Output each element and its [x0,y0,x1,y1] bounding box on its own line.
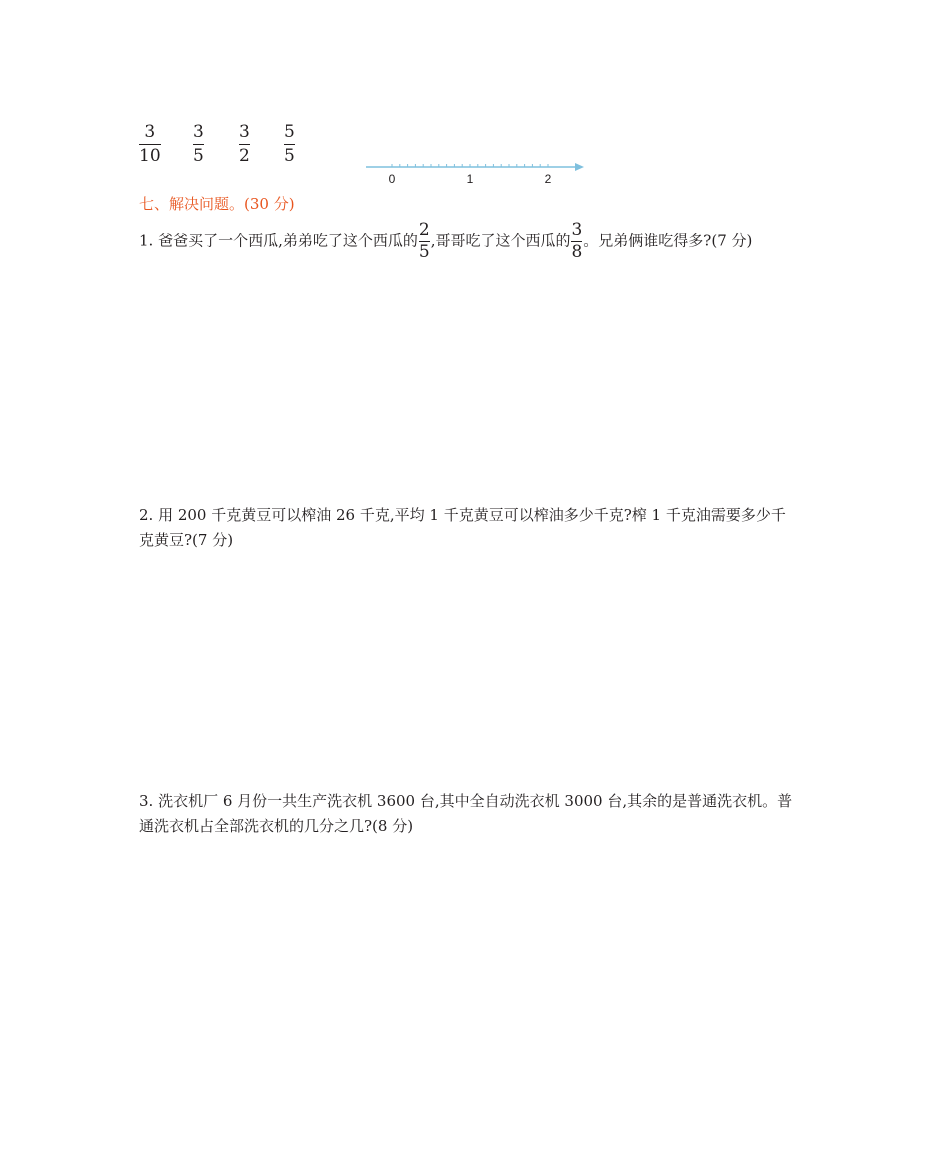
fraction-5-5 [284,124,295,165]
question-1-text-c: 。兄弟俩谁吃得多?(7 分) [583,231,753,250]
question-2-line-1: 2. 用 200 千克黄豆可以榨油 26 千克,平均 1 千克黄豆可以榨油多少千克?榨 1 千克油需要多少千 [139,506,786,524]
denominator: 2 [239,146,250,166]
number-line-arrow [575,163,584,171]
denominator: 5 [284,146,295,166]
question-3-line-1: 3. 洗衣机厂 6 月份一共生产洗衣机 3600 台,其中全自动洗衣机 3000 台,其余的是普通洗衣机。普 [139,792,793,810]
numerator: 3 [571,220,583,240]
numerator: 3 [193,122,204,142]
question-1-text-a: 1. 爸爸买了一个西瓜,弟弟吃了这个西瓜的 [139,231,418,250]
number-line-label-0: 0 [388,172,396,186]
question-1-text-b: ,哥哥吃了这个西瓜的 [430,231,571,250]
numerator: 5 [284,122,295,142]
number-line-label-1: 1 [466,172,474,186]
question-1-fraction-3-8 [571,222,582,261]
fraction-3-2 [239,124,250,165]
number-line [362,156,592,188]
denominator: 5 [418,242,430,262]
denominator: 8 [571,242,583,262]
question-2-line-2: 克黄豆?(7 分) [139,531,234,549]
question-3 [139,789,792,839]
denominator: 10 [139,146,161,166]
question-3-line-2: 通洗衣机占全部洗衣机的几分之几?(8 分) [139,817,414,835]
number-line-ticks [366,163,584,171]
section-title: 七、解决问题。(30 分) [139,195,295,213]
numerator: 3 [239,122,250,142]
numerator: 3 [144,122,156,142]
fraction-3-5 [193,124,204,165]
numerator: 2 [418,220,430,240]
question-2 [139,503,786,553]
fraction-3-10 [139,124,161,165]
question-1 [139,222,752,261]
question-1-fraction-2-5 [419,222,430,261]
denominator: 5 [193,146,204,166]
number-line-label-2: 2 [544,172,552,186]
